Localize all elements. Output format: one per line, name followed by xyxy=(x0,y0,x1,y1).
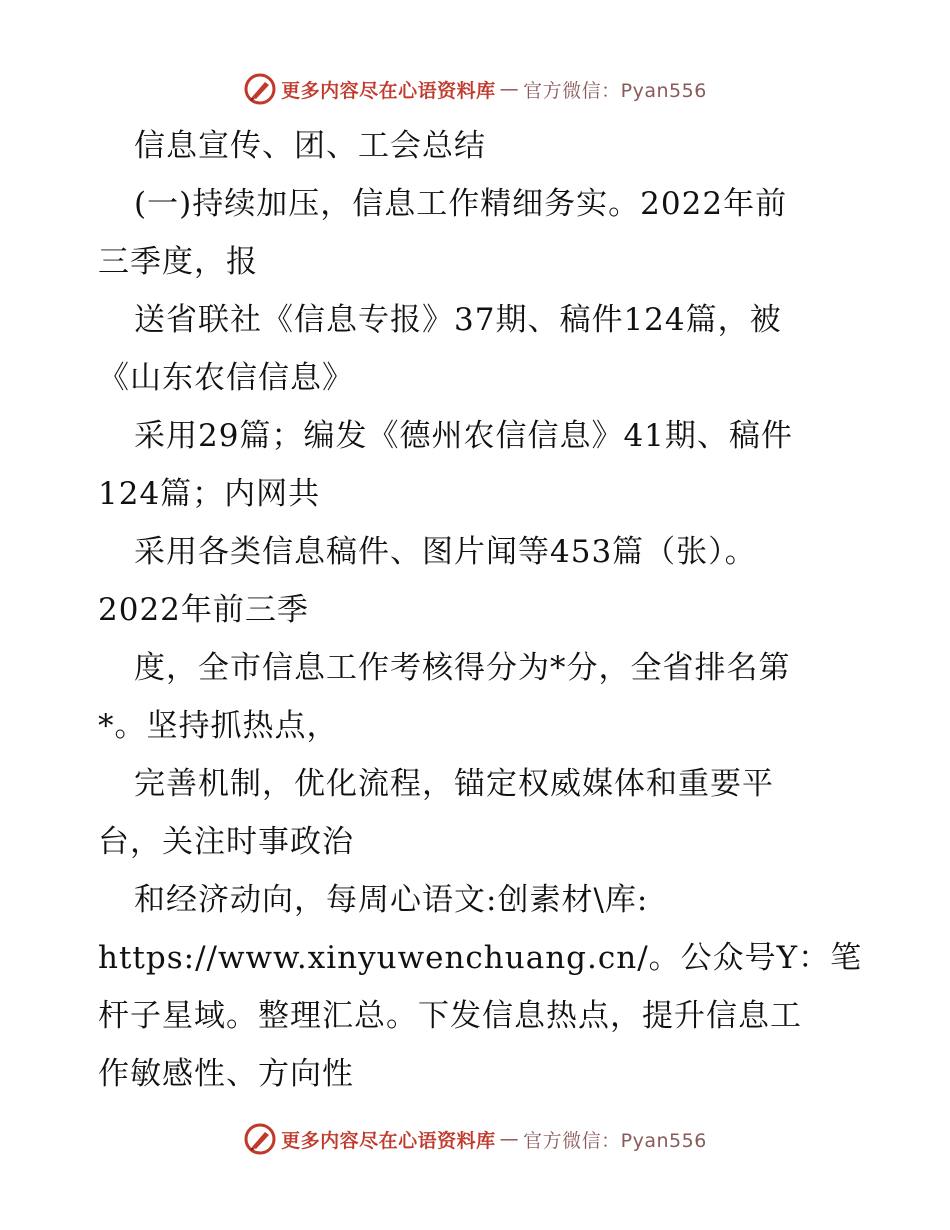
doc-line: 送省联社《信息专报》37期、稿件124篇，被 xyxy=(134,302,782,338)
doc-line: 采用各类信息稿件、图片闻等453篇（张）。 xyxy=(134,534,757,570)
header-watermark xyxy=(0,72,950,106)
doc-line: 2022年前三季 xyxy=(98,592,309,628)
watermark-dash: — xyxy=(499,1128,520,1150)
watermark-wechat-text: 官方微信：Pyan556 xyxy=(523,79,707,102)
doc-line: 杆子星域。整理汇总。下发信息热点，提升信息工 xyxy=(98,998,802,1034)
doc-title: 信息宣传、团、工会总结 xyxy=(134,128,486,164)
doc-line: 度，全市信息工作考核得分为*分，全省排名第 xyxy=(134,650,791,686)
watermark-dash: — xyxy=(499,78,520,100)
doc-line: 采用29篇；编发《德州农信信息》41期、稿件 xyxy=(134,418,793,454)
doc-line: *。坚持抓热点， xyxy=(98,708,339,744)
doc-line: 124篇；内网共 xyxy=(98,476,321,512)
watermark-site-text: 更多内容尽在心语资料库 xyxy=(281,79,496,102)
watermark-site-text: 更多内容尽在心语资料库 xyxy=(281,1129,496,1152)
doc-line: 三季度，报 xyxy=(98,244,258,280)
doc-line: 台，关注时事政治 xyxy=(98,824,354,860)
doc-line-url: https://www.xinyuwenchuang.cn/。公众号Y：笔 xyxy=(98,940,863,976)
footer-watermark xyxy=(0,1122,950,1156)
doc-line: 《山东农信信息》 xyxy=(98,360,354,396)
pen-seal-logo-icon xyxy=(243,72,277,106)
watermark-wechat-text: 官方微信：Pyan556 xyxy=(523,1129,707,1152)
doc-line: (一)持续加压，信息工作精细务实。2022年前 xyxy=(134,186,788,222)
doc-line: 和经济动向，每周心语文:创素材\库: xyxy=(134,882,649,918)
doc-line: 完善机制，优化流程，锚定权威媒体和重要平 xyxy=(134,766,774,802)
pen-seal-logo-icon xyxy=(243,1122,277,1156)
doc-line: 作敏感性、方向性 xyxy=(98,1056,354,1092)
